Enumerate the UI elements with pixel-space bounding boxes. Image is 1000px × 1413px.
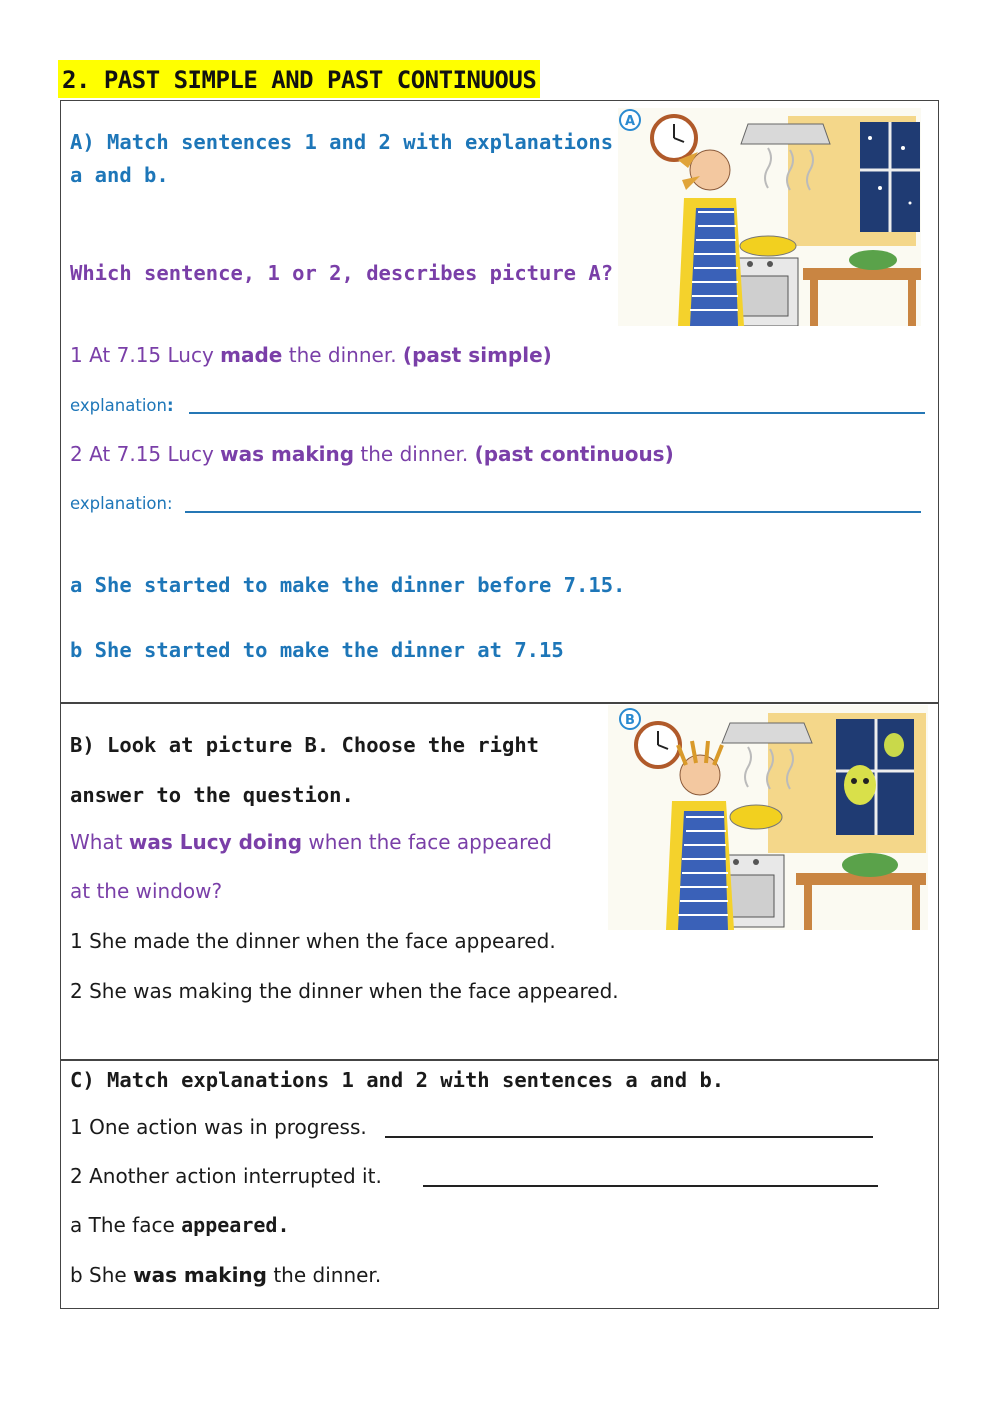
sentence-c-a: a The face appeared. — [70, 1213, 290, 1237]
section-a-heading-line1: A) Match sentences 1 and 2 with explanations — [70, 130, 614, 154]
page-title: 2. PAST SIMPLE AND PAST CONTINUOUS — [58, 60, 540, 98]
section-a-question: Which sentence, 1 or 2, describes picture A? — [70, 261, 614, 285]
picture-b-kitchen-illustration — [608, 705, 928, 930]
explanation-c-2: 2 Another action interrupted it. — [70, 1164, 382, 1188]
explanation-2-label: explanation: — [70, 494, 173, 513]
explanation-c-1: 1 One action was in progress. — [70, 1115, 367, 1139]
section-b-heading-line2: answer to the question. — [70, 783, 354, 807]
answer-1: 1 She made the dinner when the face appeared. — [70, 929, 556, 953]
explanation-1-label: explanation: — [70, 396, 174, 415]
explanation-2-blank[interactable] — [185, 511, 921, 513]
explanation-c-2-blank[interactable] — [423, 1185, 878, 1187]
section-b-heading-line1: B) Look at picture B. Choose the right — [70, 733, 539, 757]
picture-a-kitchen-illustration — [618, 108, 921, 326]
picture-a-label: A — [624, 114, 636, 129]
option-b: b She started to make the dinner at 7.15 — [70, 638, 564, 662]
explanation-c-1-blank[interactable] — [385, 1136, 873, 1138]
section-a-heading-line2: a and b. — [70, 163, 169, 187]
section-c-heading: C) Match explanations 1 and 2 with sentences a and b. — [70, 1068, 725, 1092]
sentence-c-b: b She was making the dinner. — [70, 1263, 382, 1287]
answer-2: 2 She was making the dinner when the face appeared. — [70, 979, 619, 1003]
option-a: a She started to make the dinner before 7.15. — [70, 573, 626, 597]
explanation-1-blank[interactable] — [189, 412, 925, 414]
sentence-1: 1 At 7.15 Lucy made the dinner. (past simple) — [70, 343, 552, 367]
picture-b-label: B — [625, 713, 635, 728]
sentence-2: 2 At 7.15 Lucy was making the dinner. (past continuous) — [70, 442, 674, 466]
section-b-question-line2: at the window? — [70, 879, 223, 903]
section-b-question: What was Lucy doing when the face appeared — [70, 830, 552, 854]
